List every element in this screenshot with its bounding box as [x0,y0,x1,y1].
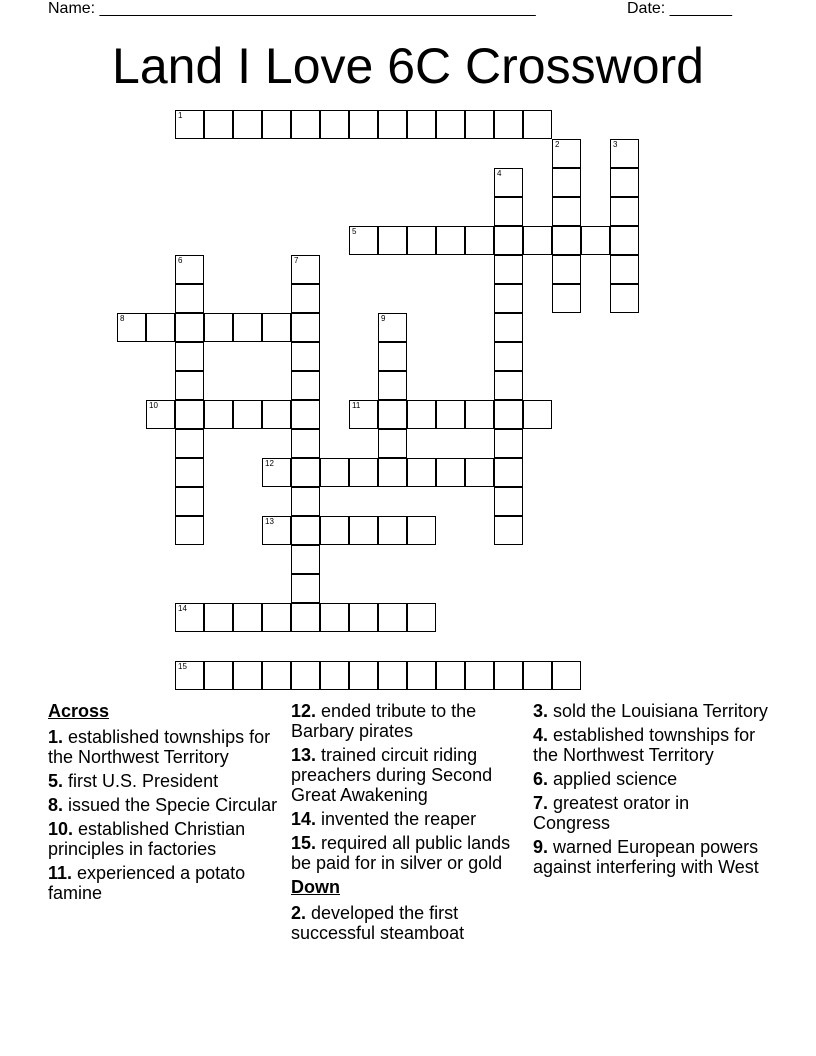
clue-item-number: 8. [48,795,64,815]
clue-item-text: trained circuit riding preachers during Second Great Awakening [291,745,493,805]
grid-cell[interactable] [436,661,465,690]
grid-cell[interactable] [291,545,320,574]
grid-cell[interactable] [175,400,204,429]
grid-cell[interactable] [407,400,436,429]
clue-number: 7 [294,256,299,265]
grid-cell[interactable] [523,661,552,690]
grid-cell[interactable] [494,342,523,371]
clue-item-number: 12. [291,701,317,721]
grid-cell[interactable] [233,603,262,632]
grid-cell[interactable] [349,110,378,139]
grid-cell[interactable] [320,661,349,690]
grid-cell[interactable] [610,226,639,255]
grid-cell[interactable] [146,313,175,342]
clue-number: 11 [352,401,361,410]
date-field-label: Date: _______ [627,0,732,17]
grid-cell[interactable] [523,110,552,139]
grid-cell[interactable] [349,661,378,690]
clue-number: 10 [149,401,158,410]
grid-cell[interactable] [552,168,581,197]
clue-number: 6 [178,256,183,265]
grid-cell[interactable] [610,197,639,226]
grid-cell[interactable] [291,429,320,458]
clue-item-number: 14. [291,809,317,829]
clue-item-text: invented the reaper [321,809,477,829]
clue-item-number: 15. [291,833,317,853]
grid-cell[interactable] [407,603,436,632]
clue-item-text: established townships for the Northwest Territory [533,725,756,765]
page-title: Land I Love 6C Crossword [112,38,704,94]
clue-item-number: 6. [533,769,549,789]
clue-item-text: experienced a potato famine [48,863,246,903]
grid-cell[interactable] [494,110,523,139]
grid-cell[interactable] [291,342,320,371]
grid-cell[interactable] [175,487,204,516]
grid-cell[interactable] [523,400,552,429]
clue-item [533,725,769,765]
grid-cell[interactable] [291,487,320,516]
grid-cell[interactable] [262,661,291,690]
grid-cell[interactable] [378,516,407,545]
grid-cell[interactable] [291,255,320,284]
grid-cell[interactable] [175,313,204,342]
grid-cell[interactable] [233,400,262,429]
grid-cell[interactable] [204,110,233,139]
clue-number: 12 [265,459,274,468]
grid-cell[interactable] [349,226,378,255]
grid-cell[interactable] [378,313,407,342]
grid-cell[interactable] [494,458,523,487]
grid-cell[interactable] [436,110,465,139]
clue-item-text: applied science [553,769,678,789]
clue-item [48,819,284,859]
grid-cell[interactable] [436,400,465,429]
grid-cell[interactable] [204,603,233,632]
grid-cell[interactable] [465,661,494,690]
grid-cell[interactable] [175,429,204,458]
clue-item [291,701,527,741]
grid-cell[interactable] [233,313,262,342]
grid-cell[interactable] [291,458,320,487]
grid-cell[interactable] [262,313,291,342]
grid-cell[interactable] [320,516,349,545]
grid-cell[interactable] [320,458,349,487]
clue-item-text: established townships for the Northwest Territory [48,727,271,767]
grid-cell[interactable] [175,342,204,371]
clue-number: 2 [555,140,560,149]
grid-cell[interactable] [262,110,291,139]
clues-column-1 [48,701,284,907]
clue-item [533,769,769,789]
clue-item-text: sold the Louisiana Territory [553,701,768,721]
grid-cell[interactable] [465,226,494,255]
grid-cell[interactable] [320,110,349,139]
clue-item [533,701,769,721]
grid-cell[interactable] [175,110,204,139]
clue-item-number: 7. [533,793,549,813]
grid-cell[interactable] [291,371,320,400]
across-heading: Across [48,701,110,721]
grid-cell[interactable] [494,197,523,226]
grid-cell[interactable] [494,284,523,313]
clue-number: 4 [497,169,502,178]
grid-cell[interactable] [552,139,581,168]
grid-cell[interactable] [291,574,320,603]
clue-item-number: 5. [48,771,64,791]
grid-cell[interactable] [349,458,378,487]
clue-item-text: warned European powers against interfering with West [533,837,759,877]
clue-item-number: 9. [533,837,549,857]
clue-item-number: 11. [48,863,73,883]
clue-number: 1 [178,111,183,120]
grid-cell[interactable] [552,284,581,313]
grid-cell[interactable] [175,371,204,400]
grid-cell[interactable] [349,603,378,632]
clue-item-text: issued the Specie Circular [68,795,278,815]
grid-cell[interactable] [610,284,639,313]
grid-cell[interactable] [494,255,523,284]
grid-cell[interactable] [117,313,146,342]
grid-cell[interactable] [552,661,581,690]
grid-cell[interactable] [291,603,320,632]
grid-cell[interactable] [291,400,320,429]
grid-cell[interactable] [465,400,494,429]
grid-cell[interactable] [291,110,320,139]
grid-cell[interactable] [175,284,204,313]
clue-number: 3 [613,140,618,149]
clue-item-number: 10. [48,819,74,839]
grid-cell[interactable] [494,226,523,255]
clue-item-number: 3. [533,701,549,721]
clue-number: 15 [178,662,187,671]
grid-cell[interactable] [378,661,407,690]
clue-item-text: established Christian principles in factories [48,819,246,859]
grid-cell[interactable] [494,516,523,545]
grid-cell[interactable] [610,139,639,168]
grid-cell[interactable] [262,400,291,429]
grid-cell[interactable] [349,400,378,429]
grid-cell[interactable] [407,661,436,690]
clue-item-text: developed the first successful steamboat [291,903,465,943]
clue-item [48,795,284,815]
grid-cell[interactable] [233,110,262,139]
grid-cell[interactable] [378,110,407,139]
grid-cell[interactable] [436,458,465,487]
grid-cell[interactable] [494,313,523,342]
grid-cell[interactable] [465,110,494,139]
clue-item-text: first U.S. President [68,771,219,791]
grid-cell[interactable] [204,400,233,429]
clue-item-number: 4. [533,725,549,745]
grid-cell[interactable] [233,661,262,690]
grid-cell[interactable] [378,342,407,371]
grid-cell[interactable] [494,661,523,690]
clue-item [48,727,284,767]
clue-number: 14 [178,604,187,613]
clue-item [533,837,769,877]
grid-cell[interactable] [407,458,436,487]
clue-item [48,863,284,903]
clue-number: 5 [352,227,357,236]
clue-item [291,745,527,805]
grid-cell[interactable] [291,516,320,545]
clue-item [291,833,527,873]
grid-cell[interactable] [494,400,523,429]
clues-column-2 [291,701,527,947]
grid-cell[interactable] [175,255,204,284]
clue-item [291,903,527,943]
grid-cell[interactable] [494,487,523,516]
grid-cell[interactable] [465,458,494,487]
clue-number: 9 [381,314,386,323]
clue-item-number: 13. [291,745,317,765]
grid-cell[interactable] [175,516,204,545]
grid-cell[interactable] [552,255,581,284]
grid-cell[interactable] [407,226,436,255]
grid-cell[interactable] [262,516,291,545]
grid-cell[interactable] [494,429,523,458]
grid-cell[interactable] [378,429,407,458]
grid-cell[interactable] [291,284,320,313]
grid-cell[interactable] [523,226,552,255]
clue-item-number: 2. [291,903,307,923]
grid-cell[interactable] [349,516,378,545]
clues-column-3 [533,701,769,881]
clue-item-text: ended tribute to the Barbary pirates [291,701,477,741]
grid-cell[interactable] [378,371,407,400]
grid-cell[interactable] [378,400,407,429]
grid-cell[interactable] [204,313,233,342]
clue-number: 8 [120,314,125,323]
grid-cell[interactable] [610,255,639,284]
grid-cell[interactable] [552,197,581,226]
grid-cell[interactable] [378,226,407,255]
clue-item [533,793,769,833]
clue-item [291,809,527,829]
grid-cell[interactable] [378,458,407,487]
clue-item-text: greatest orator in Congress [533,793,690,833]
grid-cell[interactable] [146,400,175,429]
name-field-label: Name: _________________________________________________ [48,0,536,17]
grid-cell[interactable] [291,313,320,342]
grid-cell[interactable] [175,458,204,487]
grid-cell[interactable] [378,603,407,632]
clue-item-text: required all public lands be paid for in silver or gold [291,833,511,873]
grid-cell[interactable] [581,226,610,255]
grid-cell[interactable] [320,603,349,632]
grid-cell[interactable] [262,603,291,632]
grid-cell[interactable] [436,226,465,255]
grid-cell[interactable] [291,661,320,690]
grid-cell[interactable] [610,168,639,197]
clue-item-number: 1. [48,727,64,747]
grid-cell[interactable] [494,371,523,400]
clue-item [48,771,284,791]
down-heading: Down [291,877,340,897]
clue-number: 13 [265,517,274,526]
grid-cell[interactable] [407,110,436,139]
grid-cell[interactable] [552,226,581,255]
grid-cell[interactable] [175,661,204,690]
grid-cell[interactable] [407,516,436,545]
grid-cell[interactable] [175,603,204,632]
grid-cell[interactable] [262,458,291,487]
grid-cell[interactable] [204,661,233,690]
grid-cell[interactable] [494,168,523,197]
